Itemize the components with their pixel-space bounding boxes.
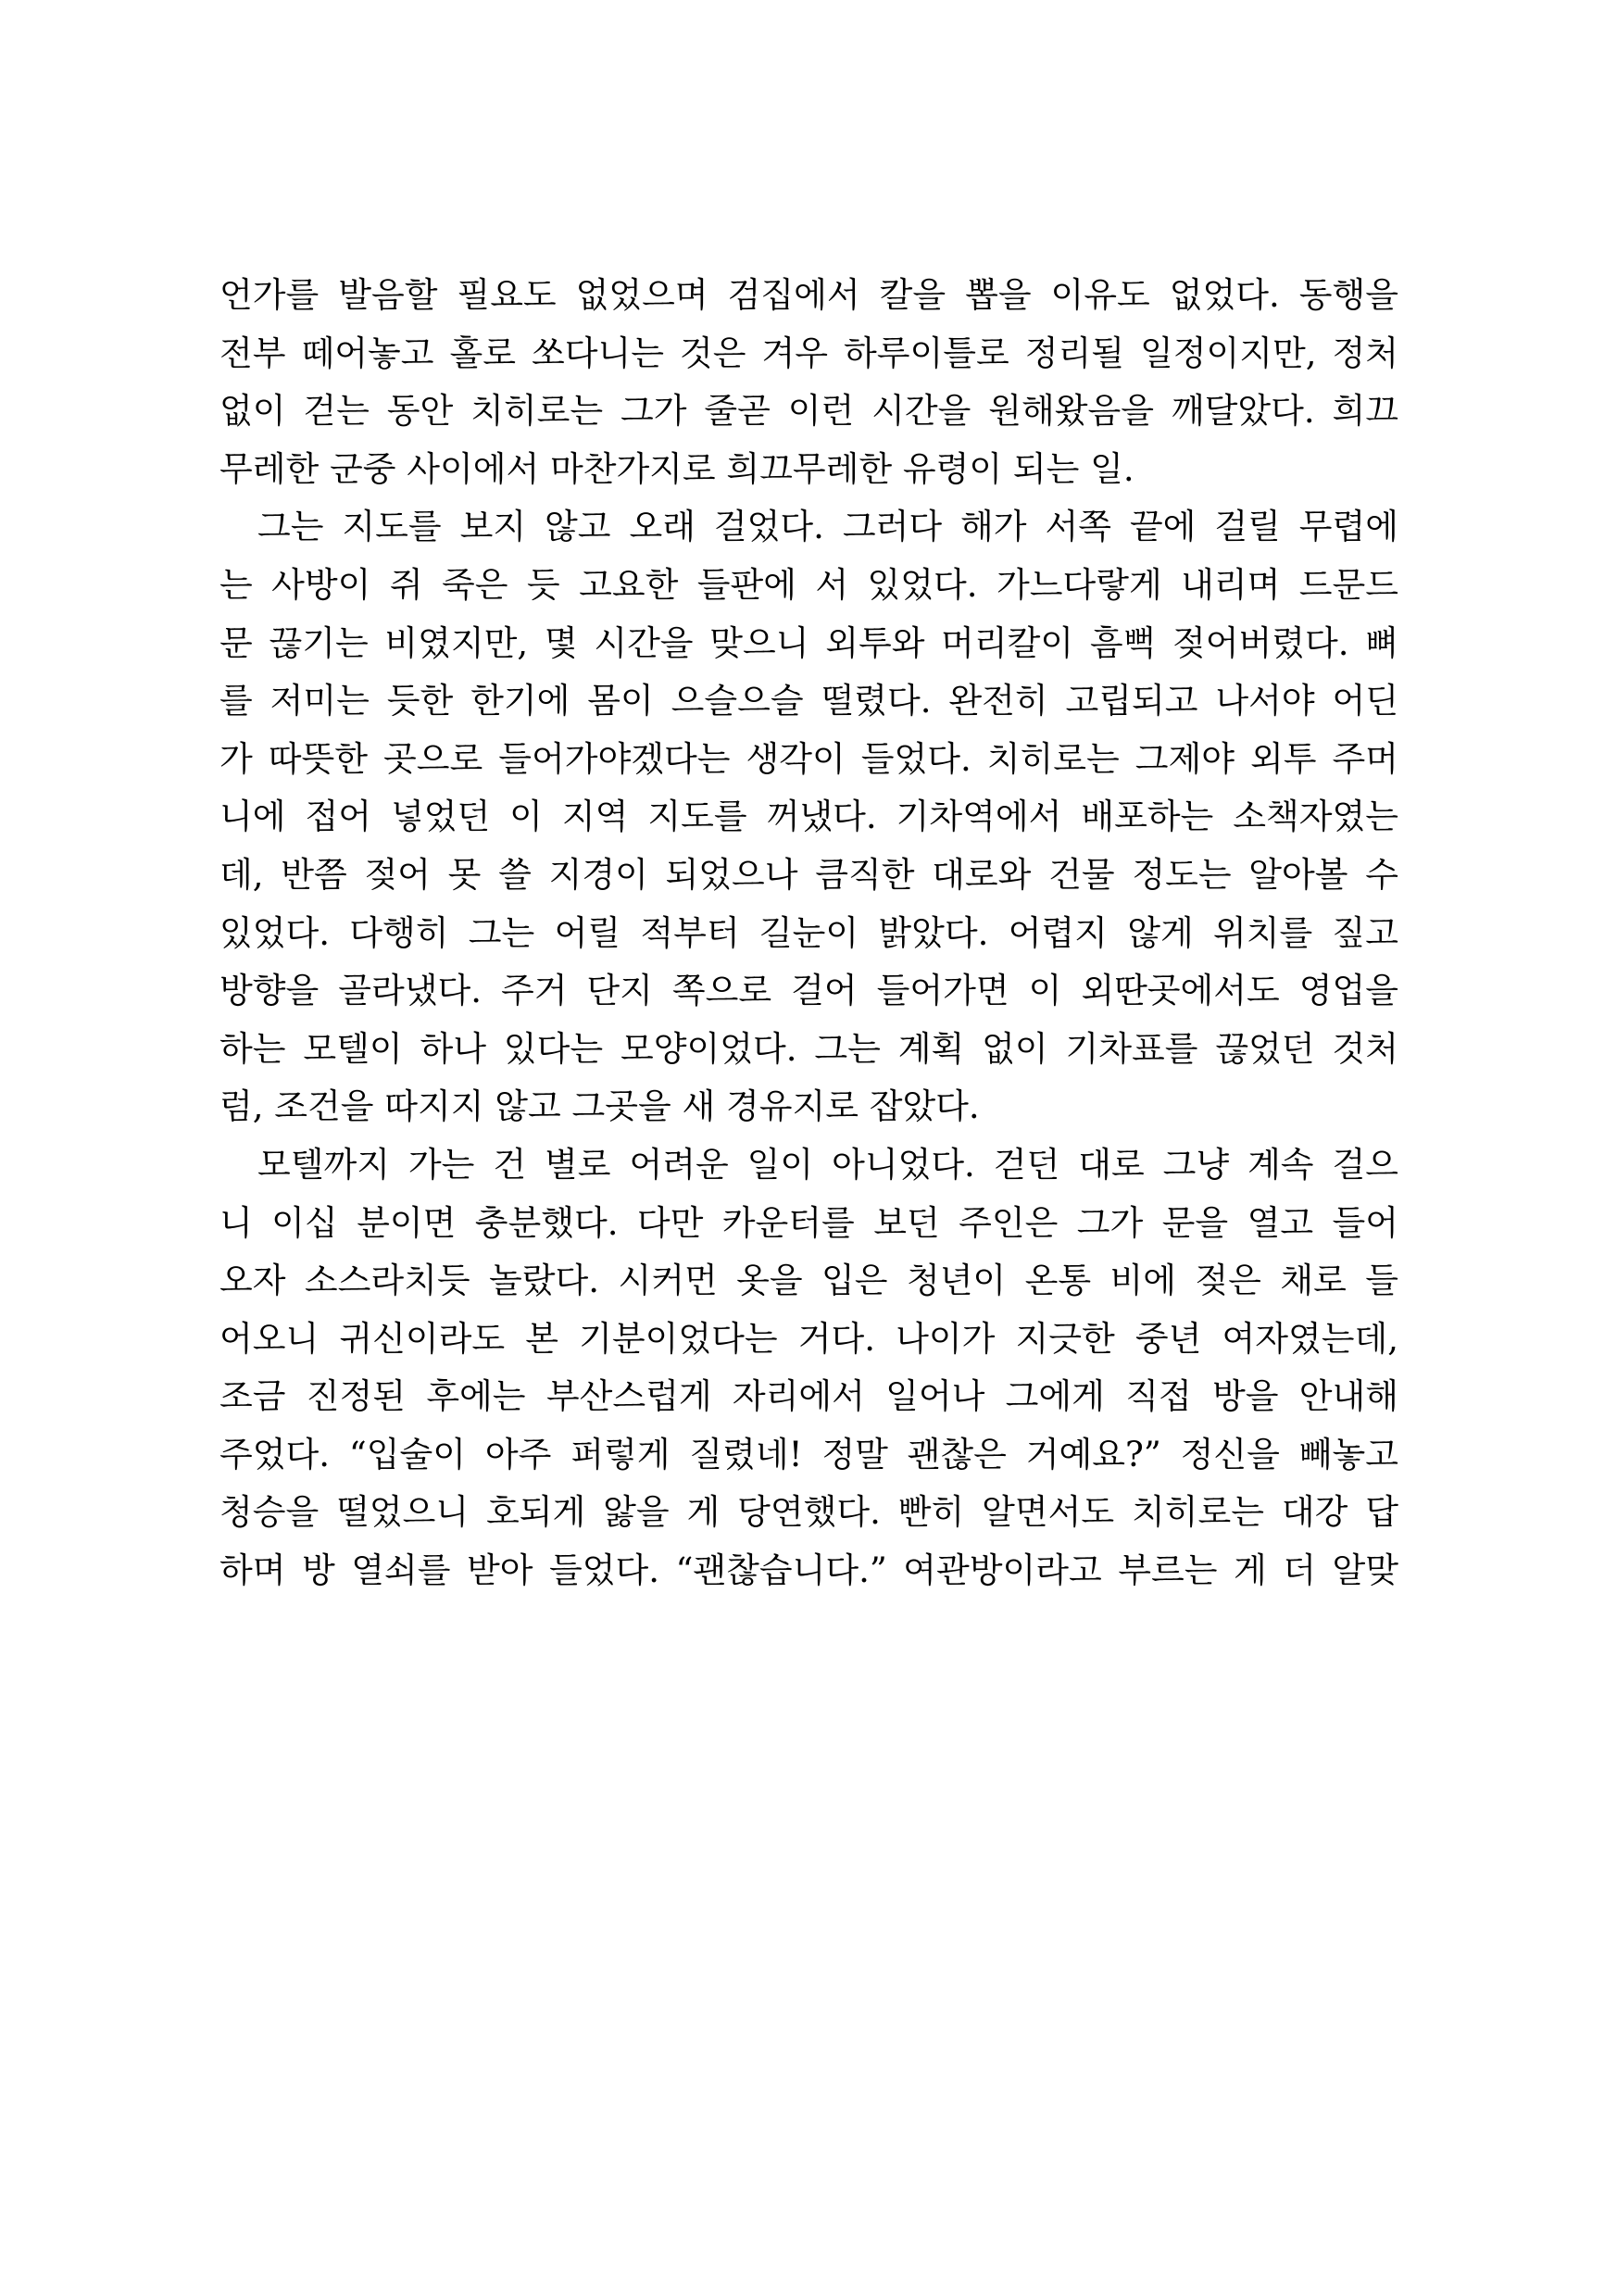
text-line: 는 사방이 쥐 죽은 듯 고요한 들판에 서 있었다. 가느다랗게 내리며 드문드: [219, 564, 1398, 605]
text-line: 언가를 발음할 필요도 없었으며 검집에서 칼을 뽑을 이유도 없었다. 동행을: [219, 275, 1398, 315]
text-line: 니에 접어 넣었던 이 지역 지도를 꺼냈다. 기차역에서 배포하는 소책자였는: [219, 797, 1398, 837]
text-line: 전부 떼어놓고 홀로 쏘다니는 것은 겨우 하루이틀로 정리될 일정이지만, 정처: [219, 332, 1398, 373]
text-line: 럼, 조건을 따지지 않고 그곳을 새 경유지로 잡았다.: [219, 1086, 980, 1127]
paragraph-3: [219, 1136, 1398, 1600]
document-page: [219, 267, 1398, 1600]
text-line: 방향을 골라냈다. 주거 단지 쪽으로 걸어 들어가면 이 외딴곳에서도 영업을: [219, 971, 1398, 1011]
text-line: 오자 소스라치듯 놀랐다. 시커먼 옷을 입은 청년이 온통 비에 젖은 채로 들: [219, 1261, 1398, 1301]
text-line: 가 따뜻한 곳으로 들어가야겠다는 생각이 들었다. 치히로는 그제야 외투 주머: [219, 738, 1398, 779]
text-line: 하는 모텔이 하나 있다는 모양이었다. 그는 계획 없이 기차표를 끊었던 것처: [219, 1028, 1398, 1069]
text-line: 모텔까지 가는 건 별로 어려운 일이 아니었다. 걷던 대로 그냥 계속 걸으: [257, 1144, 1398, 1185]
text-line: 어오니 귀신이라도 본 기분이었다는 거다. 나이가 지긋한 중년 여자였는데,: [219, 1318, 1398, 1359]
text-line: 청승을 떨었으니 호되게 앓을 게 당연했다. 빤히 알면서도 치히로는 대강 답: [219, 1492, 1398, 1533]
paragraph-2: [219, 498, 1398, 1136]
text-line: 를 저미는 듯한 한기에 몸이 으슬으슬 떨렸다. 완전히 고립되고 나서야 어딘: [219, 681, 1398, 721]
text-line: 문 끊기는 비였지만, 몇 시간을 맞으니 외투와 머리칼이 흠뻑 젖어버렸다. 뼈: [219, 622, 1398, 663]
text-line: 무레한 군중 사이에서 마찬가지로 희끄무레한 유령이 되는 일.: [219, 448, 1134, 489]
text-line: 니 이십 분이면 충분했다. 다만 카운터를 보던 주인은 그가 문을 열고 들어: [219, 1202, 1398, 1243]
text-line: 있었다. 다행히 그는 어릴 적부터 길눈이 밝았다. 어렵지 않게 위치를 짚고: [219, 912, 1398, 953]
text-line: 없이 걷는 동안 치히로는 그가 줄곧 이런 시간을 원해왔음을 깨달았다. 희끄: [219, 391, 1398, 432]
text-line: 조금 진정된 후에는 부산스럽게 자리에서 일어나 그에게 직접 방을 안내해: [219, 1376, 1398, 1417]
text-line: 주었다. “입술이 아주 퍼렇게 질렸네! 정말 괜찮은 거예요?” 정신을 빼놓고: [219, 1434, 1398, 1474]
text-line: 하며 방 열쇠를 받아 들었다. “괜찮습니다.” 여관방이라고 부르는 게 더 알맞: [219, 1550, 1398, 1591]
text-line: 데, 반쯤 젖어 못 쓸 지경이 되었으나 큼직한 대로와 건물 정도는 알아볼 수: [219, 854, 1398, 895]
text-line: 그는 지도를 보지 않고 오래 걸었다. 그러다 해가 서쪽 끝에 걸릴 무렵에: [257, 507, 1398, 547]
paragraph-1: [219, 267, 1398, 498]
